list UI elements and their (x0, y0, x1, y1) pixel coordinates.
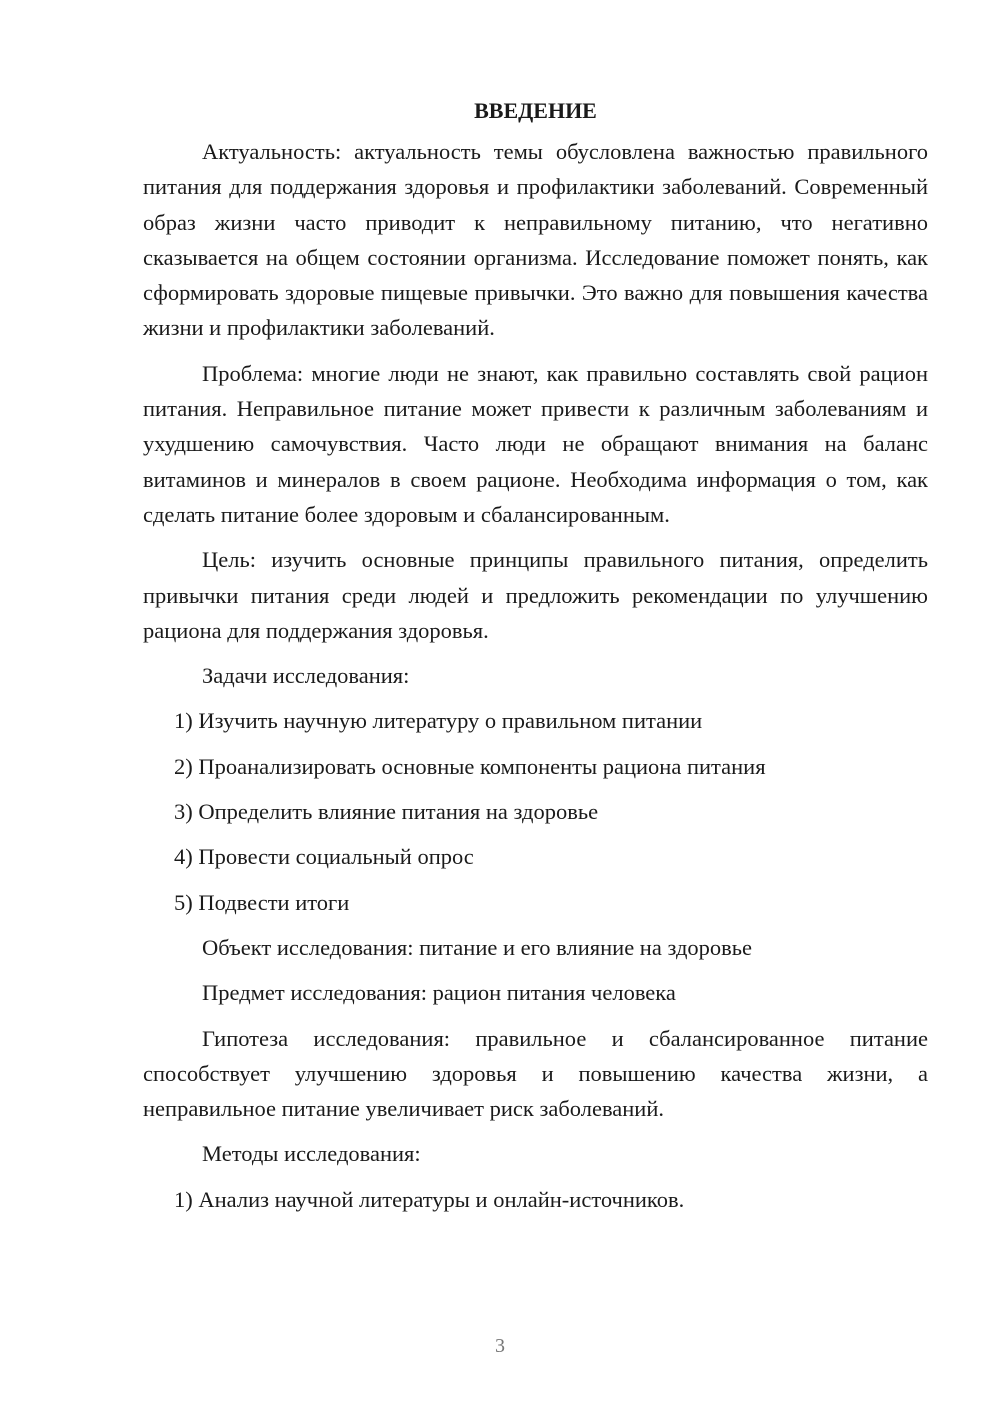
problem-paragraph: Проблема: многие люди не знают, как правильно составлять свой рацион питания. Неправильное питание может привести к различным заболеваниям и ухудшению самочувствия. Часто люди не обращают внимания на баланс витаминов и минералов в своем рационе. Необходима информация о том, как сделать питание более здоровым и сбалансированным. (143, 360, 928, 527)
task-item: 3) Определить влияние питания на здоровье (174, 799, 599, 825)
task-item: 2) Проанализировать основные компоненты рациона питания (174, 753, 766, 779)
hypothesis-paragraph: Гипотеза исследования: правильное и сбалансированное питание способствует улучшению здоровья и повышению качества жизни, а неправильное питание увеличивает риск заболеваний. (143, 1025, 928, 1122)
task-item: 1) Изучить научную литературу о правильном питании (174, 708, 703, 734)
goal-paragraph: Цель: изучить основные принципы правильного питания, определить привычки питания среди людей и предложить рекомендации по улучшению рациона для поддержания здоровья. (143, 547, 928, 643)
relevance-paragraph: Актуальность: актуальность темы обусловлена важностью правильного питания для поддержания здоровья и профилактики заболеваний. Современный образ жизни часто приводит к неправильному питанию, что негативно сказывается на общем состоянии организма. Исследование поможет понять, как сформировать здоровые пищевые привычки. Это важно для повышения качества жизни и профилактики заболеваний. (143, 139, 928, 341)
page-number: 3 (495, 1335, 505, 1357)
document-page (143, 96, 928, 1227)
tasks-title: Задачи исследования: (202, 663, 410, 689)
task-item: 5) Подвести итоги (174, 889, 350, 915)
methods-title: Методы исследования: (202, 1141, 421, 1167)
section-heading: ВВЕДЕНИЕ (474, 98, 597, 123)
task-item: 4) Провести социальный опрос (174, 844, 474, 870)
object-line: Объект исследования: питание и его влияние на здоровье (202, 934, 753, 960)
method-item: 1) Анализ научной литературы и онлайн-источников. (174, 1186, 685, 1212)
subject-line: Предмет исследования: рацион питания человека (202, 980, 676, 1006)
